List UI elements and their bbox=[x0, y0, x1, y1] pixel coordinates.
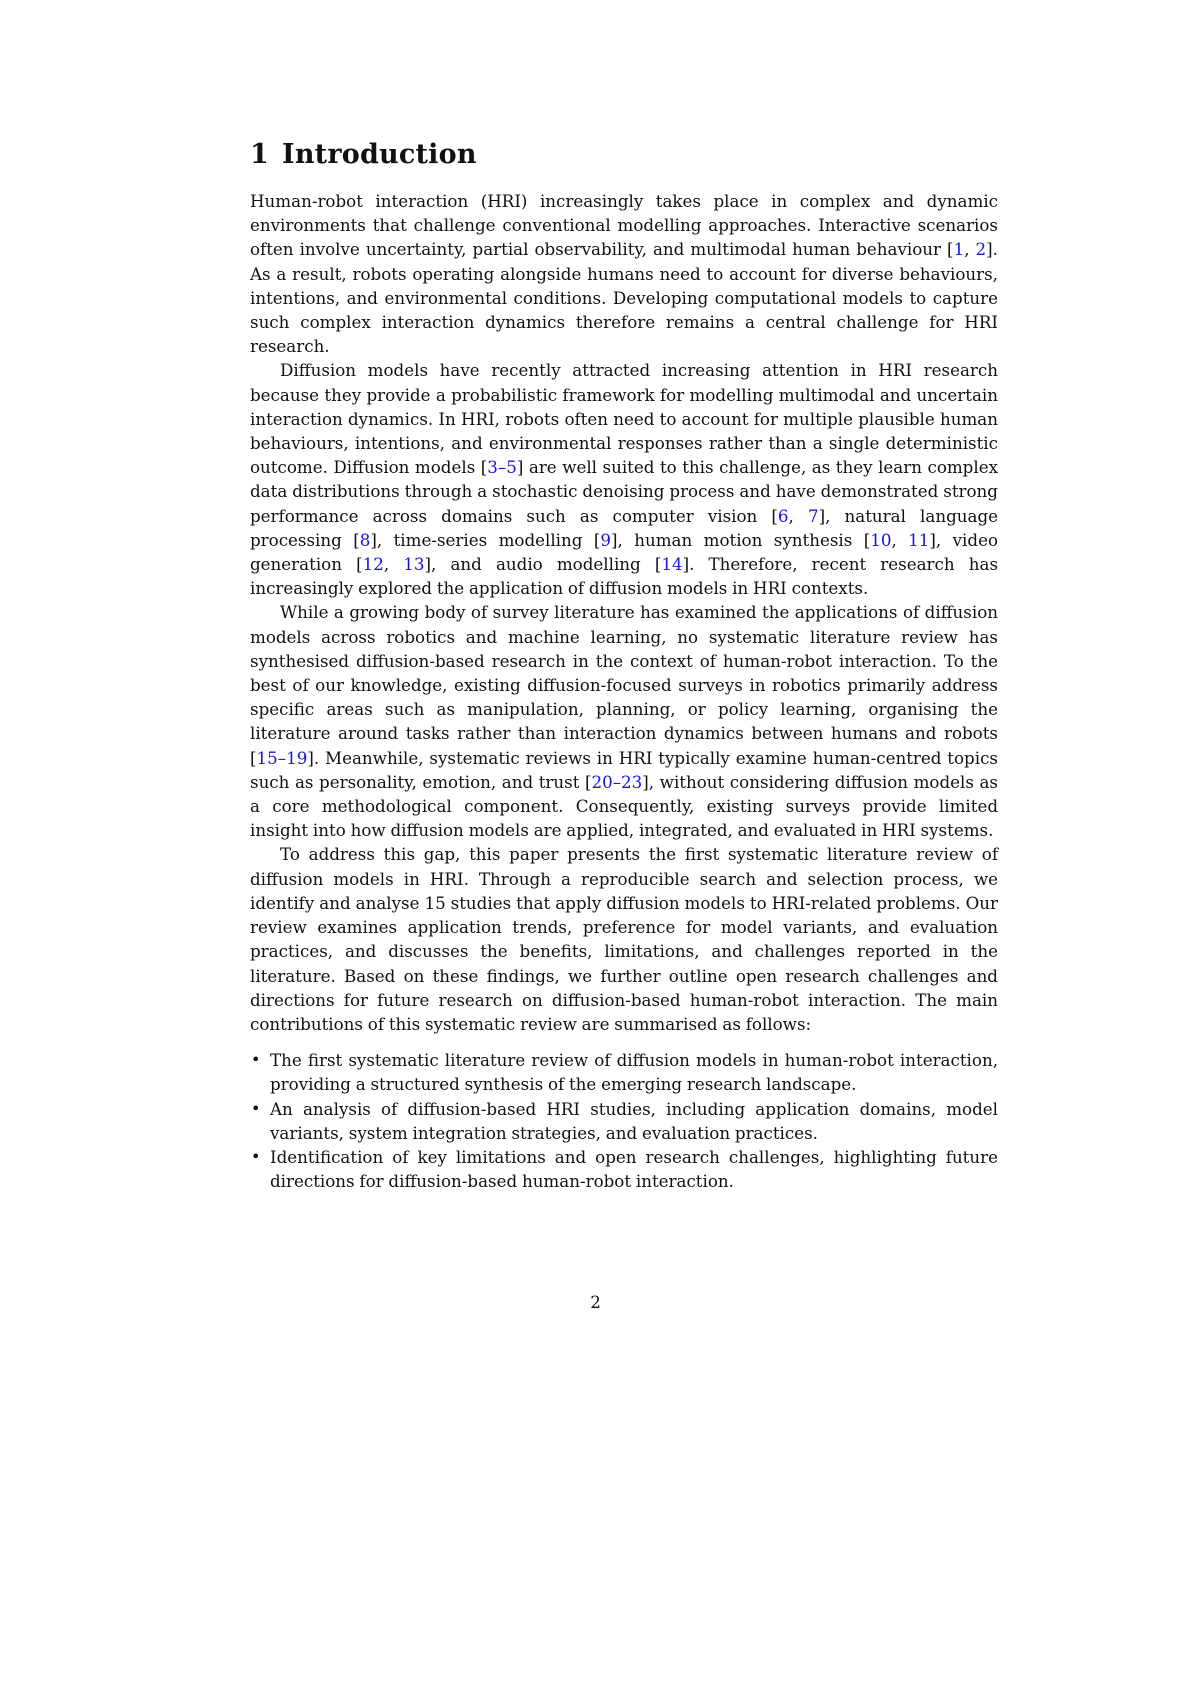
paragraph-text: Human-robot interaction (HRI) increasingly takes place in complex and dynamic environments that challenge conventional modelling approaches. Interactive scenarios often involve uncertainty, partial observability, and multimodal human behaviour [ bbox=[250, 191, 998, 260]
paragraph-text: ], and audio modelling [ bbox=[424, 554, 662, 575]
paragraph-text: , bbox=[891, 529, 909, 550]
citation-link[interactable]: 3–5 bbox=[487, 457, 517, 478]
citation-link[interactable]: 12 bbox=[362, 554, 384, 575]
paragraph-text: ], time-series modelling [ bbox=[370, 529, 601, 550]
page-number: 2 bbox=[590, 1292, 601, 1312]
text-column bbox=[250, 138, 998, 1193]
paragraph bbox=[250, 189, 998, 358]
section-title: Introduction bbox=[282, 139, 477, 170]
citation-link[interactable]: 6 bbox=[777, 505, 789, 526]
paragraph-text: ], human motion synthesis [ bbox=[611, 529, 871, 550]
contribution-text: The first systematic literature review of diffusion models in human-robot interaction, providing a structured synthesis of the emerging research landscape. bbox=[270, 1050, 998, 1095]
paragraph-text: ]. As a result, robots operating alongside humans need to account for diverse behaviours, intentions, and environmental conditions. Developing computational models to capture such complex interaction dynamics therefore remains a central challenge for HRI research. bbox=[250, 239, 998, 357]
paragraph-text: ], without considering diffusion models as a core methodological component. Consequently, existing surveys provide limited insight into how diffusion models are applied, integrated, and evaluated in HRI systems. bbox=[250, 771, 998, 841]
paragraph-text: ] are well suited to this challenge, as they learn complex data distributions through a stochastic denoising process and have demonstrated strong performance across domains such as computer vision [ bbox=[250, 457, 998, 526]
paragraph-text: ]. Therefore, recent research has increasingly explored the application of diffusion models in HRI contexts. bbox=[250, 554, 999, 599]
citation-link[interactable]: 15–19 bbox=[256, 747, 308, 768]
contributions-list bbox=[250, 1048, 998, 1193]
section-number: 1 bbox=[250, 139, 269, 170]
citation-link[interactable]: 1 bbox=[953, 239, 965, 260]
citation-link[interactable]: 13 bbox=[403, 554, 425, 575]
citation-link[interactable]: 8 bbox=[359, 529, 371, 550]
citation-link[interactable]: 11 bbox=[908, 529, 930, 550]
bullet-icon: • bbox=[251, 1098, 261, 1118]
bullet-icon: • bbox=[251, 1146, 261, 1166]
paragraph-text: , bbox=[383, 554, 404, 575]
paragraph bbox=[250, 358, 998, 600]
paragraph-text: While a growing body of survey literature has examined the applications of diffusion models across robotics and machine learning, no systematic literature review has synthesised diffusion-based research in the context of human-robot interaction. To the best of our knowledge, existing diffusion-focused surveys in robotics primarily address specific areas such as manipulation, planning, or policy learning, organising the literature around tasks rather than interaction dynamics between humans and robots [ bbox=[250, 602, 998, 768]
citation-link[interactable]: 10 bbox=[870, 529, 892, 550]
paragraph bbox=[250, 842, 998, 1036]
bullet-icon: • bbox=[251, 1050, 261, 1070]
citation-link[interactable]: 20–23 bbox=[591, 771, 643, 792]
paragraph-text: To address this gap, this paper presents the first systematic literature review of diffusion models in HRI. Through a reproducible search and selection process, we identify and analyse 15 studies that apply diffusion models to HRI-related problems. Our review examines application trends, preference for model variants, and evaluation practices, and discusses the benefits, limitations, and challenges reported in the literature. Based on these findings, we further outline open research challenges and directions for future research on diffusion-based human-robot interaction. The main contributions of this systematic review are summarised as follows: bbox=[250, 844, 998, 1034]
section-heading bbox=[250, 138, 998, 172]
paragraph-text: , bbox=[964, 239, 976, 260]
citation-link[interactable]: 9 bbox=[600, 529, 611, 550]
contribution-item bbox=[250, 1097, 998, 1145]
citation-link[interactable]: 2 bbox=[975, 239, 987, 260]
paragraph-text: Diffusion models have recently attracted increasing attention in HRI research because they provide a probabilistic framework for modelling multimodal and uncertain interaction dynamics. In HRI, robots often need to account for multiple plausible human behaviours, intentions, and environmental responses rather than a single deterministic outcome. Diffusion models [ bbox=[250, 360, 998, 478]
paragraph bbox=[250, 600, 998, 842]
citation-link[interactable]: 7 bbox=[807, 505, 819, 526]
paragraph-text: ], natural language processing [ bbox=[250, 505, 999, 550]
body-text bbox=[250, 189, 998, 1036]
contribution-text: Identification of key limitations and open research challenges, highlighting future directions for diffusion-based human-robot interaction. bbox=[270, 1146, 998, 1192]
paragraph-text: , bbox=[788, 505, 808, 526]
citation-link[interactable]: 14 bbox=[661, 554, 683, 575]
paragraph-text: ]. Meanwhile, systematic reviews in HRI typically examine human-centred topics such as personality, emotion, and trust [ bbox=[250, 747, 998, 792]
paragraph-text: ], video generation [ bbox=[250, 529, 998, 575]
contribution-text: An analysis of diffusion-based HRI studies, including application domains, model variants, system integration strategies, and evaluation practices. bbox=[270, 1098, 998, 1143]
contribution-item bbox=[250, 1048, 998, 1096]
contribution-item bbox=[250, 1145, 998, 1193]
